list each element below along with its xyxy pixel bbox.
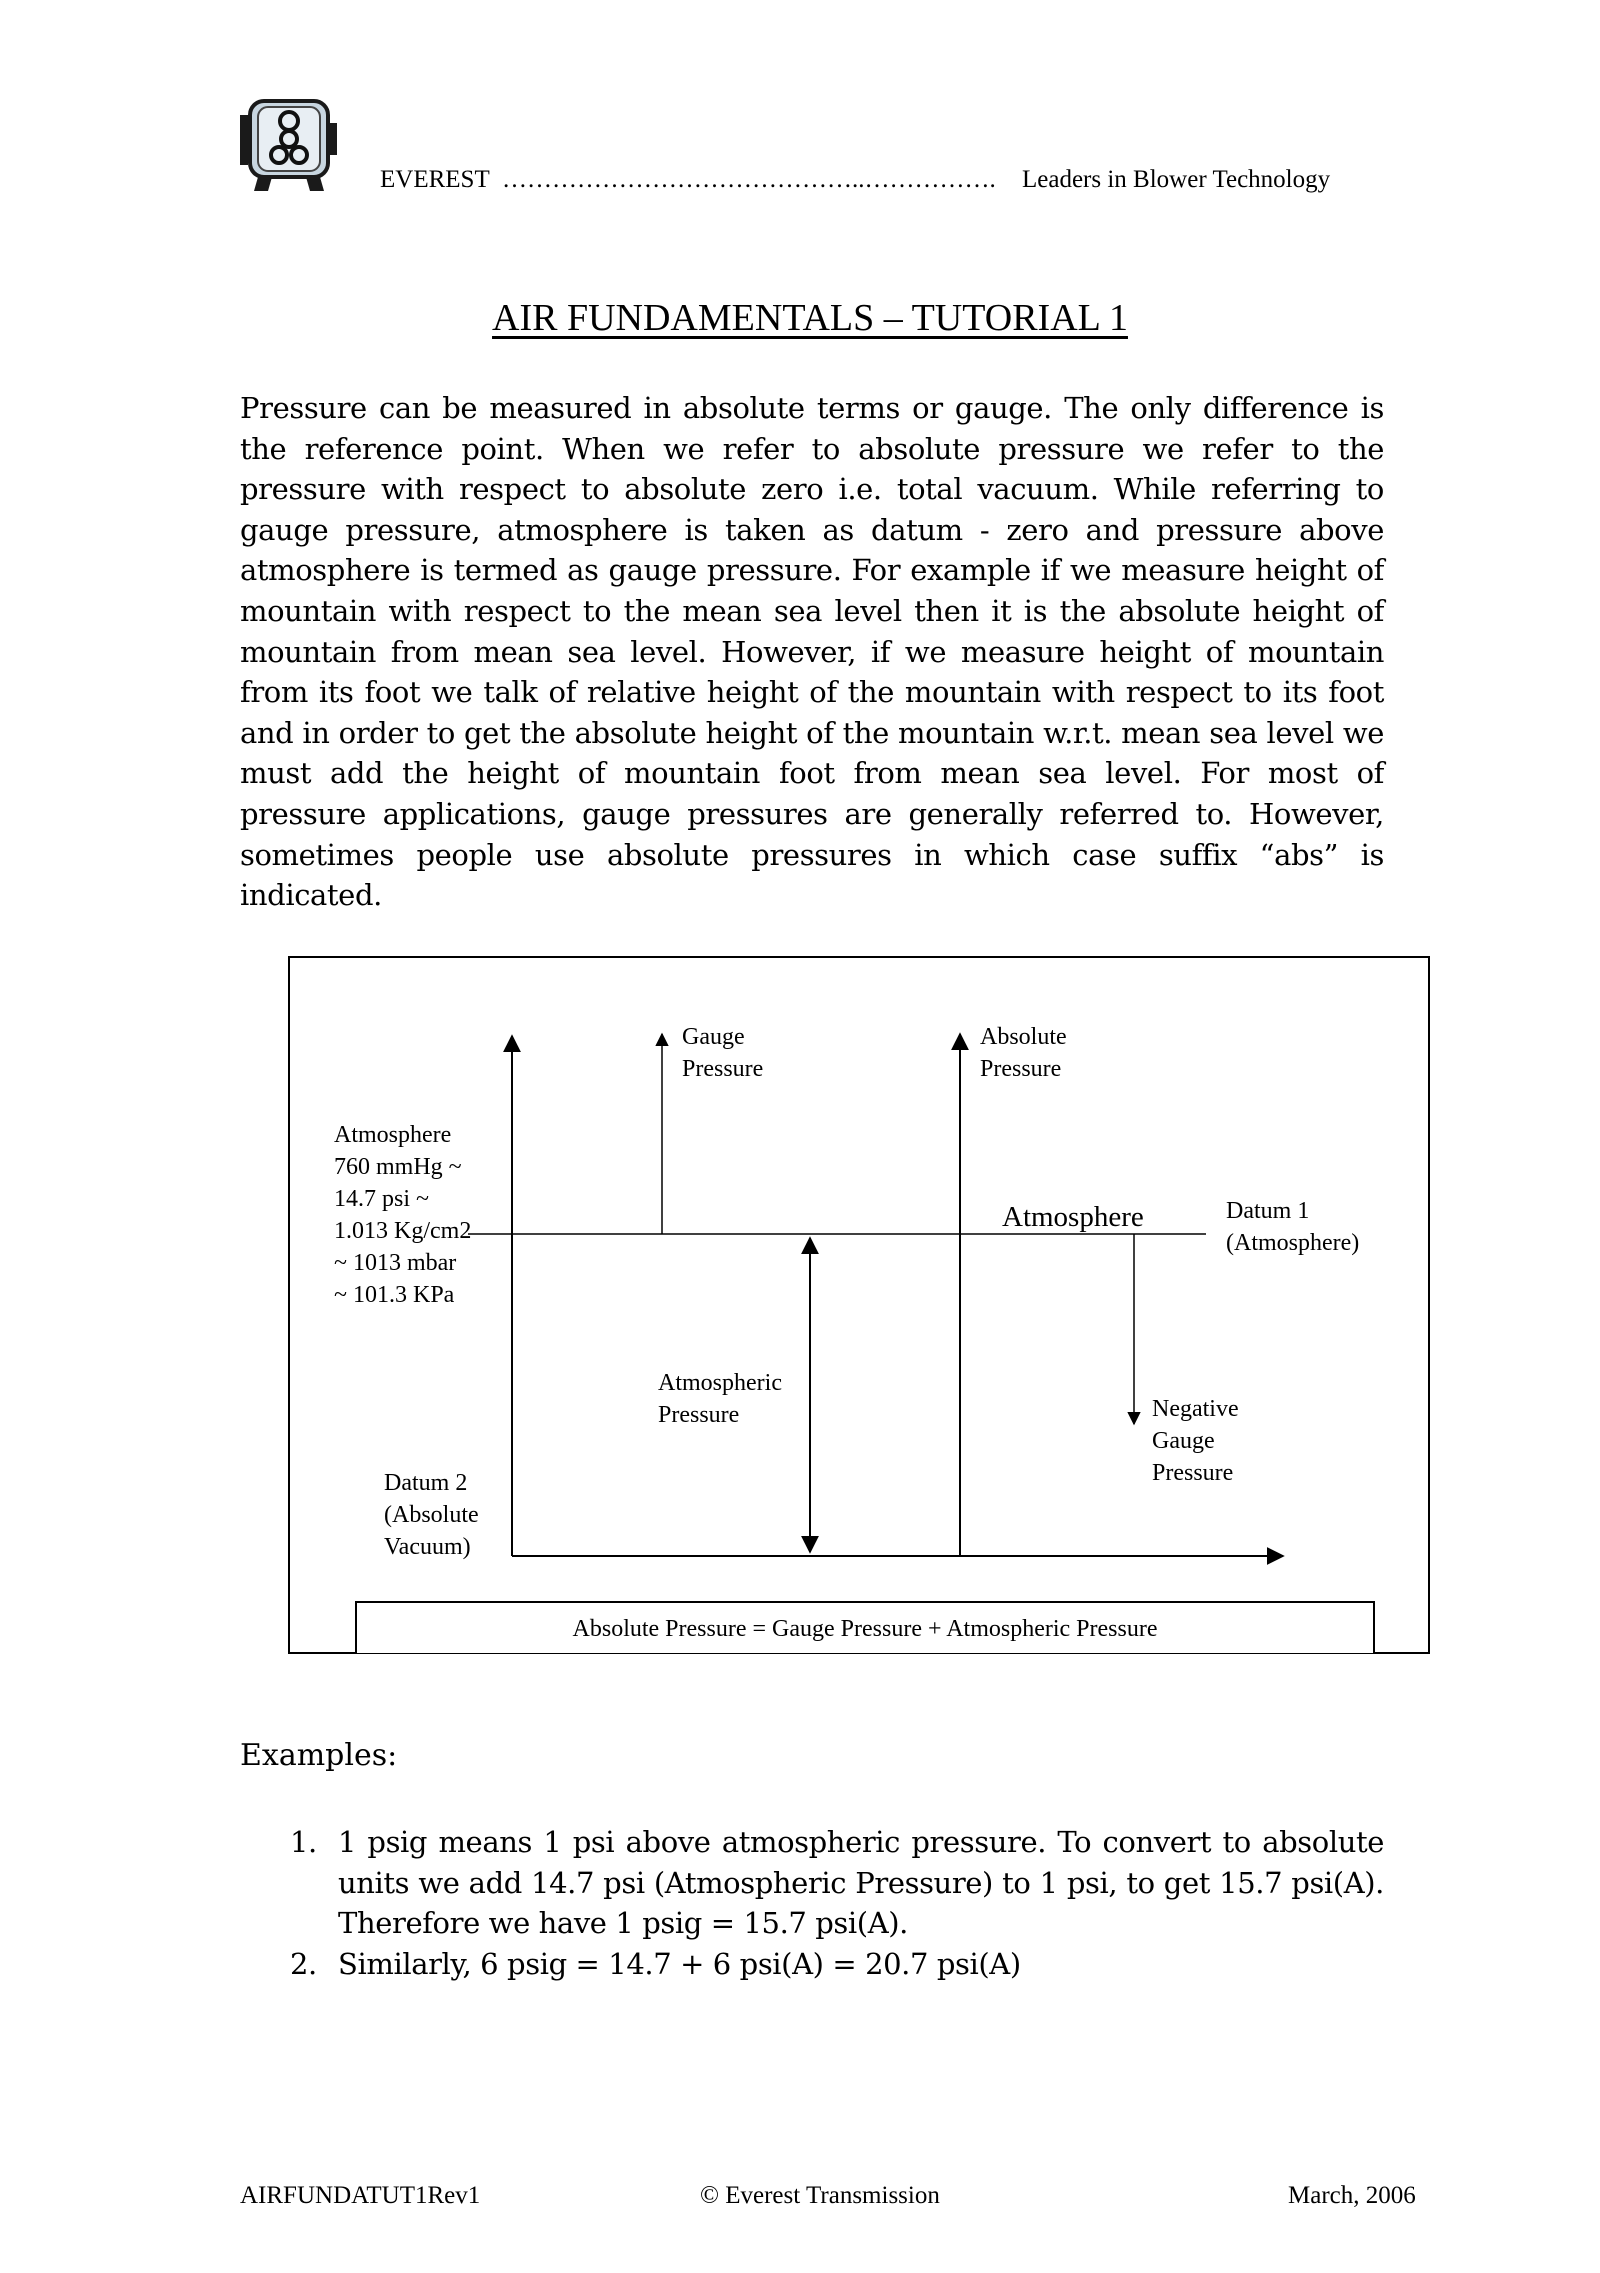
- header-company: EVEREST: [380, 166, 490, 193]
- examples-list: [240, 1822, 1384, 1984]
- header-dot-leader: ……………………………………..…………….: [502, 166, 996, 193]
- datum1-label: Datum 1 (Atmosphere): [1226, 1198, 1360, 1256]
- header-tagline: Leaders in Blower Technology: [1022, 166, 1331, 193]
- footer-document-code: AIRFUNDATUT1Rev1: [240, 2182, 481, 2209]
- atmosphere-line-label: Atmosphere: [1002, 1201, 1144, 1233]
- formula-text: Absolute Pressure = Gauge Pressure + Atmospheric Pressure: [572, 1616, 1158, 1642]
- list-item-number: 2.: [290, 1946, 317, 1981]
- list-item: [240, 1944, 1384, 1985]
- examples-heading: Examples:: [240, 1738, 398, 1773]
- list-item-text: 1 psig means 1 psi above atmospheric pressure. To convert to absolute units we add 14.7 psi (Atmospheric Pressure) to 1 psi, to get 15.7 psi(A). Therefore we have 1 psig = 15.7 psi(A).: [338, 1825, 1384, 1941]
- everest-logo-icon: [238, 95, 340, 191]
- list-item-text: Similarly, 6 psig = 14.7 + 6 psi(A) = 20.7 psi(A): [338, 1946, 1021, 1981]
- intro-paragraph: Pressure can be measured in absolute terms or gauge. The only difference is the reference point. When we refer to absolute pressure we refer to the pressure with respect to absolute zero i.e. total vacuum. While referring to gauge pressure, atmosphere is taken as datum - zero and pressure above atmosphere is termed as gauge pressure. For example if we measure height of mountain with respect to the mean sea level then it is the absolute height of mountain from mean sea level. However, if we measure height of mountain from its foot we talk of relative height of the mountain with respect to its foot and in order to get the absolute height of the mountain w.r.t. mean sea level we must add the height of mountain foot from mean sea level. For most of pressure applications, gauge pressures are generally referred to. However, sometimes people use absolute pressures in which case suffix “abs” is indicated.: [240, 391, 1384, 913]
- footer-date: March, 2006: [1288, 2182, 1416, 2209]
- absolute-pressure-label: Absolute Pressure: [980, 1024, 1067, 1082]
- footer-copyright: © Everest Transmission: [700, 2182, 940, 2209]
- negative-gauge-label: Negative Gauge Pressure: [1152, 1396, 1239, 1486]
- pressure-diagram: [288, 956, 1430, 1654]
- page-title: AIR FUNDAMENTALS – TUTORIAL 1: [492, 297, 1128, 339]
- list-item-number: 1.: [290, 1825, 317, 1859]
- atmospheric-pressure-label: Atmospheric Pressure: [658, 1370, 782, 1428]
- atmosphere-values-label: Atmosphere 760 mmHg ~ 14.7 psi ~ 1.013 Kg/cm2 ~ 1013 mbar ~ 101.3 KPa: [334, 1122, 472, 1308]
- list-item: [240, 1822, 1384, 1944]
- datum2-label: Datum 2 (Absolute Vacuum): [384, 1470, 479, 1560]
- gauge-pressure-label: Gauge Pressure: [682, 1024, 764, 1082]
